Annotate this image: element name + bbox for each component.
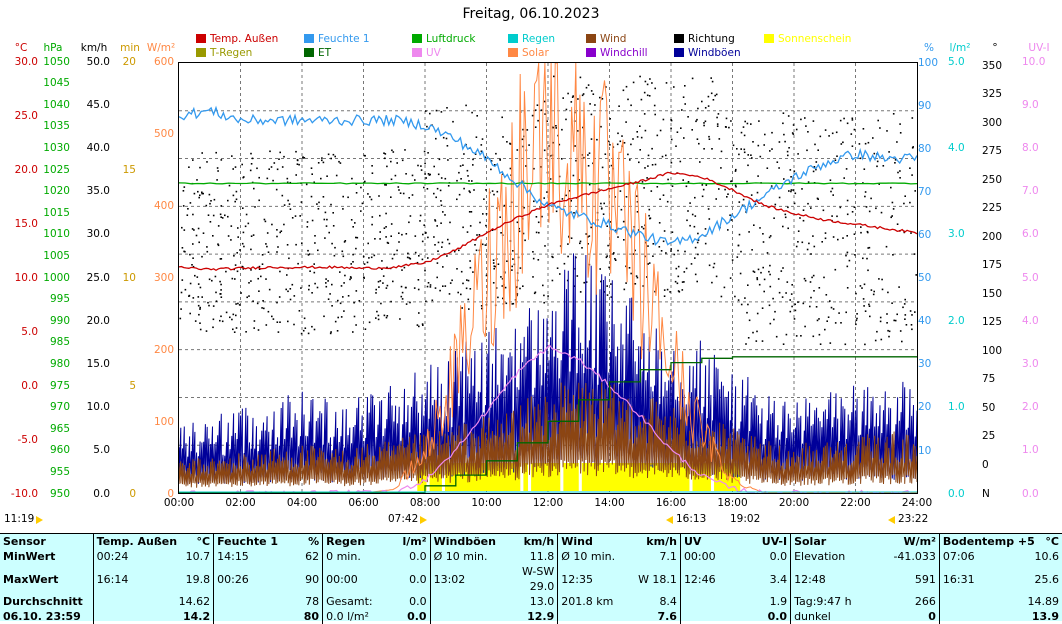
direction-axis-tick: N [982, 487, 990, 500]
cell-uv_val: 0.0 [769, 550, 788, 563]
rain-axis-tick: 3.0 [948, 228, 965, 241]
cell-solar_a: dunkel [791, 609, 875, 624]
marker-triangle-icon [420, 516, 427, 524]
legend-label: Windchill [600, 47, 648, 59]
cell-gust_b: 12.9 [527, 610, 555, 623]
col-header-label: UV [683, 535, 702, 548]
cell-wind_a [558, 609, 628, 624]
legend-label: Sonnenschein [778, 33, 852, 45]
temp-axis-tick: -10.0 [10, 487, 38, 500]
col-header-unit: °C [196, 535, 211, 548]
pressure-axis-tick: 1025 [43, 163, 70, 176]
table-row [0, 549, 1062, 564]
col-header-label: Temp. Außen [96, 535, 178, 548]
legend-item-windchill [586, 47, 648, 59]
x-tick-label: 18:00 [717, 497, 748, 509]
legend-item-windb-en [674, 47, 741, 59]
cell-soil_val: 14.89 [1027, 595, 1059, 608]
weather-chart-plot [178, 62, 918, 494]
direction-axis-tick: 100 [982, 344, 1003, 357]
legend-label: Wind [600, 33, 627, 45]
cell-solar_b: -41.033 [893, 550, 936, 563]
direction-axis-tick: 300 [982, 116, 1003, 129]
cell-gust_a: 13:02 [430, 564, 491, 594]
uvindex-axis-tick: 0.0 [1022, 487, 1039, 500]
summary-table [0, 533, 1062, 621]
pressure-axis-tick: 1040 [43, 98, 70, 111]
uvindex-axis-tick: 4.0 [1022, 314, 1039, 327]
direction-axis-tick: 175 [982, 259, 1003, 272]
axis-unit-UVI: UV-I [1028, 42, 1050, 54]
cell-soil_val: 13.9 [1031, 610, 1059, 623]
pressure-axis-tick: 1020 [43, 185, 70, 198]
pressure-axis-tick: 970 [49, 401, 70, 414]
pressure-axis-tick: 1045 [43, 77, 70, 90]
legend-swatch [412, 48, 422, 57]
temp-axis-tick: 0.0 [21, 379, 38, 392]
cell-uv_time [680, 594, 746, 609]
marker-solar-noon: 16:13 [676, 513, 707, 525]
uvindex-axis-tick: 8.0 [1022, 141, 1039, 154]
table-col-header-gust [430, 534, 558, 549]
marker-sunset: 19:02 [730, 513, 761, 525]
col-header-unit: UV-I [761, 535, 788, 548]
legend-swatch [674, 34, 684, 43]
col-header-unit: l/m² [402, 535, 427, 548]
solar-axis-tick: 500 [153, 127, 174, 140]
wind-axis-tick: 40.0 [86, 141, 110, 154]
humidity-axis-tick: 20 [918, 401, 932, 414]
x-tick-label: 22:00 [840, 497, 871, 509]
wind-axis-tick: 25.0 [86, 271, 110, 284]
pressure-axis-tick: 1050 [43, 55, 70, 68]
cell-soil_time [939, 609, 1001, 624]
legend-swatch [764, 34, 774, 43]
legend-swatch [196, 48, 206, 57]
x-tick-label: 12:00 [532, 497, 564, 509]
table-col-header-wind [558, 534, 681, 549]
cell-temp_time [93, 594, 153, 609]
pressure-axis-tick: 955 [49, 465, 70, 478]
rain-axis-tick: 0.0 [948, 487, 965, 500]
legend-swatch [586, 34, 596, 43]
uvindex-axis-tick: 5.0 [1022, 271, 1039, 284]
legend-label: Luftdruck [426, 33, 476, 45]
uvindex-axis-tick: 1.0 [1022, 444, 1039, 457]
wind-axis-tick: 50.0 [86, 55, 110, 68]
axis-unit-lm: l/m² [949, 42, 971, 54]
sunshine-axis-tick: 10 [122, 271, 136, 284]
col-header-label: Feuchte 1 [217, 535, 279, 548]
col-header-unit: % [308, 535, 320, 548]
cell-temp_val: 14.2 [182, 610, 211, 623]
x-tick-label: 10:00 [471, 497, 502, 509]
pressure-axis-tick: 975 [49, 379, 70, 392]
direction-axis-tick: 250 [982, 173, 1003, 186]
legend-item-luftdruck [412, 33, 475, 45]
direction-axis-tick: 325 [982, 88, 1003, 101]
uvindex-axis-tick: 3.0 [1022, 357, 1039, 370]
col-header-unit: km/h [523, 535, 555, 548]
cell-hum_time: 00:26 [214, 564, 283, 594]
time-marker-bar [0, 505, 1062, 531]
cell-wind_b: 8.4 [659, 595, 677, 608]
col-header-label: Wind [561, 535, 593, 548]
humidity-axis-tick: 100 [918, 56, 939, 69]
marker-right-time: 23:22 [898, 513, 929, 525]
cell-wind_a: 201.8 km [558, 594, 628, 609]
humidity-axis-tick: 30 [918, 358, 932, 371]
sunshine-axis-tick: 20 [122, 55, 136, 68]
rain-axis-tick: 4.0 [948, 141, 965, 154]
page-title: Freitag, 06.10.2023 [462, 6, 600, 22]
pressure-axis-tick: 1030 [43, 141, 70, 154]
cell-hum_time [214, 594, 283, 609]
cell-rain_b: 0.0 [409, 550, 427, 563]
table-row [0, 564, 1062, 594]
direction-axis-tick: 350 [982, 59, 1003, 72]
wind-axis-tick: 15.0 [86, 357, 110, 370]
legend-swatch [196, 34, 206, 43]
uvindex-axis-tick: 10.0 [1022, 55, 1046, 68]
wind-axis-tick: 0.0 [93, 487, 110, 500]
humidity-axis-tick: 40 [918, 315, 932, 328]
legend-item-uv [412, 47, 441, 59]
col-header-label: Bodentemp +5 [942, 535, 1035, 548]
x-tick-label: 00:00 [163, 497, 195, 509]
cell-wind_b: W 18.1 [638, 572, 677, 586]
legend-swatch [304, 48, 314, 57]
axis-unit-: % [924, 42, 934, 54]
col-header-label: Regen [326, 535, 366, 548]
direction-axis-tick: 25 [982, 430, 996, 443]
cell-hum_time [214, 609, 283, 624]
table-col-header-sensor [0, 534, 93, 549]
legend-label: Temp. Außen [210, 33, 279, 45]
axis-unit-hPa: hPa [43, 42, 63, 54]
pressure-axis-tick: 990 [49, 314, 70, 327]
cell-rain_a: Gesamt: [323, 594, 395, 609]
temp-axis-tick: 15.0 [14, 217, 38, 230]
legend-label: UV [426, 47, 441, 59]
humidity-axis-tick: 50 [918, 272, 932, 285]
marker-triangle-icon [666, 516, 673, 524]
legend-item-wind [586, 33, 626, 45]
wind-axis-tick: 35.0 [86, 185, 110, 198]
rain-axis-tick: 5.0 [948, 55, 965, 68]
solar-axis-tick: 100 [153, 415, 174, 428]
uvindex-axis-tick: 2.0 [1022, 401, 1039, 414]
table-col-header-temp [93, 534, 213, 549]
x-tick-label: 16:00 [655, 497, 687, 509]
axis-unit-: ° [992, 42, 998, 54]
cell-uv_time: 00:00 [680, 549, 746, 564]
direction-axis-tick: 75 [982, 373, 996, 386]
cell-temp_val: 14.62 [178, 595, 211, 608]
solar-axis-tick: 300 [153, 271, 174, 284]
chart-legend [196, 33, 896, 59]
row-label: Durchschnitt [3, 595, 83, 608]
uvindex-axis-tick: 6.0 [1022, 228, 1039, 241]
cell-soil_time: 16:31 [939, 564, 1001, 594]
x-tick-label: 06:00 [348, 497, 379, 509]
sunshine-axis-tick: 0 [129, 487, 136, 500]
marker-sunrise: 07:42 [388, 513, 419, 525]
pressure-axis-tick: 965 [49, 422, 70, 435]
solar-axis-tick: 0 [167, 487, 174, 500]
cell-uv_time: 12:46 [680, 564, 746, 594]
pressure-axis-tick: 1010 [43, 228, 70, 241]
legend-swatch [508, 48, 518, 57]
cell-hum_time: 14:15 [214, 549, 283, 564]
table-row [0, 609, 1062, 624]
cell-wind_a: 12:35 [558, 564, 628, 594]
cell-solar_a: Elevation [791, 549, 875, 564]
axis-unit-Wm: W/m² [146, 42, 176, 54]
row-label: MinWert [3, 550, 56, 563]
cell-wind_b: 7.1 [659, 550, 677, 563]
x-tick-label: 14:00 [594, 497, 625, 509]
table-col-header-solar [791, 534, 940, 549]
wind-axis-tick: 20.0 [86, 314, 110, 327]
col-header-unit: W/m² [903, 535, 936, 548]
legend-item-t-regen [196, 47, 252, 59]
row-label: 06.10. 23:59 [3, 610, 81, 623]
legend-label: Richtung [688, 33, 735, 45]
legend-item-feuchte-1 [304, 33, 370, 45]
legend-item-temp-au-en [196, 33, 278, 45]
humidity-axis-tick: 90 [918, 99, 932, 112]
legend-label: Windböen [688, 47, 741, 59]
solar-axis-tick: 200 [153, 343, 174, 356]
temp-axis-tick: 5.0 [21, 325, 38, 338]
pressure-axis-tick: 1000 [43, 271, 70, 284]
cell-soil_time [939, 594, 1001, 609]
direction-axis-tick: 225 [982, 202, 1003, 215]
direction-axis-tick: 150 [982, 287, 1003, 300]
cell-gust_a: Ø 10 min. [430, 549, 491, 564]
axis-unit-C: °C [14, 42, 28, 54]
cell-uv_val: 1.9 [769, 595, 788, 608]
temp-axis-tick: 10.0 [14, 271, 38, 284]
table-header-row [0, 534, 1062, 549]
pressure-axis-tick: 995 [49, 293, 70, 306]
cell-gust_a [430, 594, 491, 609]
legend-label: Feuchte 1 [318, 33, 370, 45]
col-header-unit: °C [1045, 535, 1059, 548]
cell-rain_a: 00:00 [323, 564, 395, 594]
sunshine-axis-tick: 15 [122, 163, 136, 176]
col-header-label: Windböen [433, 535, 496, 548]
wind-axis-tick: 45.0 [86, 98, 110, 111]
cell-wind_b: 7.6 [657, 610, 677, 623]
humidity-axis-tick: 60 [918, 228, 932, 241]
cell-solar_b: 0 [928, 610, 936, 623]
legend-swatch [674, 48, 684, 57]
table-col-header-rain [323, 534, 431, 549]
legend-swatch [412, 34, 422, 43]
sunshine-axis-tick: 5 [129, 379, 136, 392]
legend-item-sonnenschein [764, 33, 851, 45]
axis-unit-min: min [120, 42, 140, 54]
wind-axis-tick: 30.0 [86, 228, 110, 241]
cell-wind_a: Ø 10 min. [558, 549, 628, 564]
pressure-axis-tick: 1015 [43, 206, 70, 219]
marker-triangle-icon [36, 516, 43, 524]
pressure-axis-tick: 950 [49, 487, 70, 500]
cell-rain_a: 0 min. [323, 549, 395, 564]
table-col-header-uv [680, 534, 790, 549]
col-header-label: Solar [794, 535, 827, 548]
marker-triangle-icon [888, 516, 895, 524]
legend-label: ET [318, 47, 332, 59]
cell-rain_b: 0.0 [407, 610, 427, 623]
legend-label: Solar [522, 47, 549, 59]
table-col-header-humidity [214, 534, 323, 549]
cell-rain_b: 0.0 [409, 595, 427, 608]
cell-hum_val: 62 [305, 550, 320, 563]
temp-axis-tick: 20.0 [14, 163, 38, 176]
pressure-axis-tick: 985 [49, 336, 70, 349]
legend-item-solar [508, 47, 549, 59]
rain-axis-tick: 2.0 [948, 314, 965, 327]
cell-solar_a: Tag:9:47 h [791, 594, 875, 609]
legend-swatch [586, 48, 596, 57]
cell-soil_time: 07:06 [939, 549, 1001, 564]
axis-unit-kmh: km/h [80, 42, 108, 54]
marker-left-time: 11:19 [4, 513, 35, 525]
humidity-axis-tick: 80 [918, 142, 932, 155]
pressure-axis-tick: 1035 [43, 120, 70, 133]
temp-axis-tick: 25.0 [14, 109, 38, 122]
table-col-header-soil [939, 534, 1062, 549]
x-tick-label: 08:00 [409, 497, 441, 509]
direction-axis-tick: 275 [982, 145, 1003, 158]
summary-table-grid [0, 534, 1062, 624]
x-tick-label: 20:00 [778, 497, 810, 509]
cell-hum_val: 80 [303, 610, 320, 623]
col-header-unit: km/h [646, 535, 677, 548]
cell-uv_val: 3.4 [769, 572, 788, 586]
cell-hum_val: 78 [305, 595, 320, 608]
legend-item-regen [508, 33, 555, 45]
cell-uv_time [680, 609, 746, 624]
cell-soil_val: 10.6 [1034, 550, 1059, 563]
cell-temp_val: 10.7 [185, 550, 211, 563]
cell-hum_val: 90 [305, 572, 320, 586]
x-tick-label: 02:00 [225, 497, 256, 509]
temp-axis-tick: -5.0 [17, 433, 38, 446]
temp-axis-tick: 30.0 [14, 55, 38, 68]
legend-label: Regen [522, 33, 556, 45]
cell-gust_b: W-SW 29.0 [521, 565, 555, 593]
uvindex-axis-tick: 7.0 [1022, 185, 1039, 198]
pressure-axis-tick: 960 [49, 444, 70, 457]
cell-temp_val: 19.8 [185, 572, 211, 586]
legend-item-richtung [674, 33, 735, 45]
legend-label: T-Regen [210, 47, 253, 59]
cell-soil_val: 25.6 [1034, 572, 1059, 586]
pressure-axis-tick: 980 [49, 357, 70, 370]
cell-solar_b: 591 [914, 572, 936, 586]
cell-rain_b: 0.0 [409, 572, 427, 586]
rain-axis-tick: 1.0 [948, 401, 965, 414]
cell-gust_a [430, 609, 491, 624]
x-tick-label: 24:00 [901, 497, 933, 509]
col-header-label: Sensor [3, 535, 46, 548]
cell-uv_val: 0.0 [767, 610, 788, 623]
legend-swatch [508, 34, 518, 43]
cell-gust_b: 11.8 [529, 550, 555, 563]
cell-temp_time: 00:24 [93, 549, 153, 564]
cell-solar_b: 266 [914, 595, 936, 608]
table-row [0, 594, 1062, 609]
wind-axis-tick: 10.0 [86, 401, 110, 414]
cell-rain_a: 0.0 l/m² [323, 609, 395, 624]
direction-axis-tick: 0 [982, 458, 989, 471]
cell-gust_b: 13.0 [529, 595, 555, 608]
legend-swatch [304, 34, 314, 43]
humidity-axis-tick: 70 [918, 185, 932, 198]
solar-axis-tick: 600 [153, 55, 174, 68]
x-tick-label: 04:00 [286, 497, 318, 509]
cell-temp_time: 16:14 [93, 564, 153, 594]
solar-axis-tick: 400 [153, 199, 174, 212]
pressure-axis-tick: 1005 [43, 249, 70, 262]
cell-temp_time [93, 609, 153, 624]
direction-axis-tick: 50 [982, 401, 996, 414]
cell-solar_a: 12:48 [791, 564, 875, 594]
row-label: MaxWert [3, 572, 59, 586]
legend-item-et [304, 47, 331, 59]
direction-axis-tick: 125 [982, 316, 1003, 329]
uvindex-axis-tick: 9.0 [1022, 98, 1039, 111]
direction-axis-tick: 200 [982, 230, 1003, 243]
wind-axis-tick: 5.0 [93, 444, 110, 457]
humidity-axis-tick: 10 [918, 444, 932, 457]
